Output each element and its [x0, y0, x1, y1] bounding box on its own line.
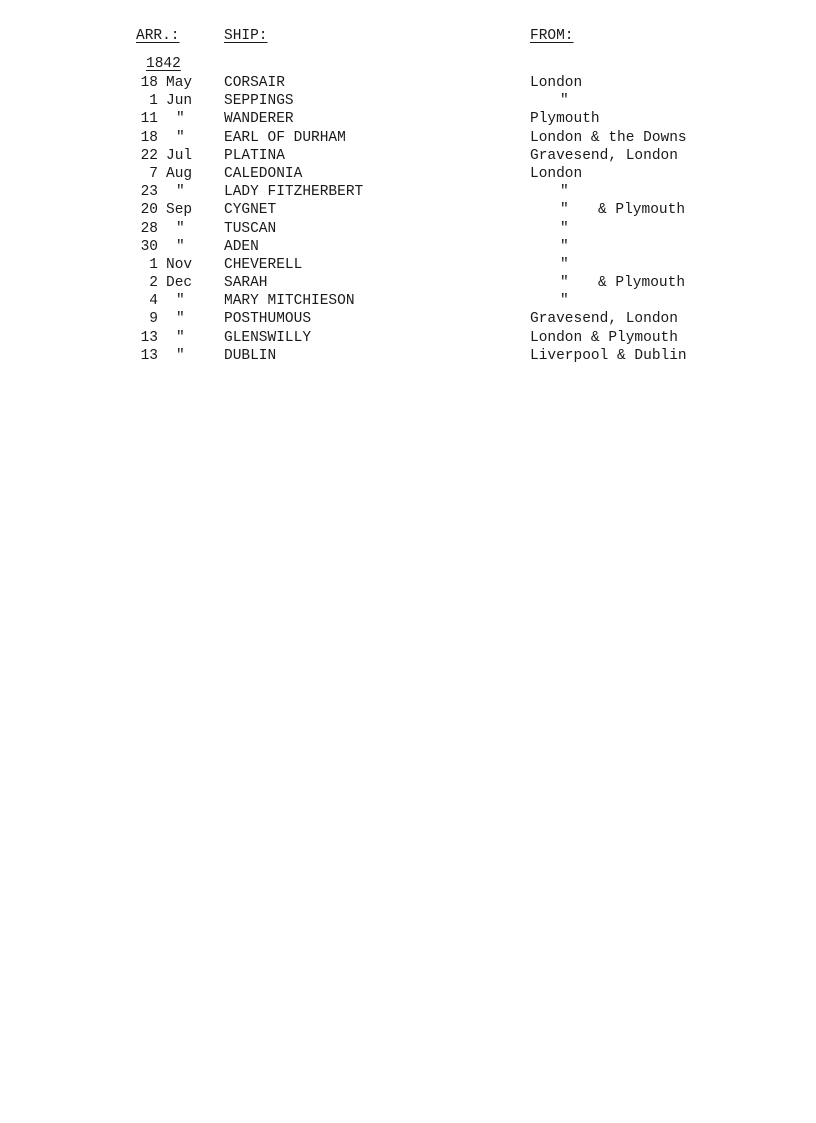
table-row	[0, 238, 816, 256]
ship-name: DUBLIN	[224, 347, 277, 364]
ship-name: SEPPINGS	[224, 93, 294, 110]
origin-port: "	[560, 293, 569, 310]
arrivals-list	[0, 74, 816, 365]
arrival-day: 18	[140, 75, 158, 91]
arrival-month: "	[176, 111, 185, 128]
arrival-month: "	[176, 347, 185, 364]
arrival-column-header: ARR.:	[136, 28, 180, 44]
arrival-day: 30	[140, 238, 158, 255]
table-row	[0, 183, 816, 201]
arrival-month: Aug	[166, 165, 193, 182]
arrival-day: 23	[140, 184, 158, 201]
arrival-month: "	[176, 293, 185, 310]
table-row	[0, 201, 816, 219]
arrival-day: 4	[149, 293, 158, 310]
arrival-day: 18	[140, 129, 158, 146]
table-row	[0, 92, 816, 110]
table-row	[0, 165, 816, 183]
table-row	[0, 74, 816, 92]
arrival-month: Jul	[166, 147, 193, 164]
table-row	[0, 292, 816, 310]
table-row	[0, 274, 816, 292]
ship-name: WANDERER	[224, 111, 294, 128]
origin-port-extra: & Plymouth	[598, 275, 686, 292]
arrival-month: "	[176, 311, 185, 328]
arrival-month: Dec	[166, 275, 193, 292]
origin-port: Gravesend, London	[530, 311, 678, 328]
origin-port: Gravesend, London	[530, 147, 678, 164]
arrival-day: 13	[140, 347, 158, 364]
origin-port: "	[560, 202, 569, 219]
arrival-day: 20	[140, 202, 158, 219]
arrival-day: 22	[140, 147, 158, 164]
arrival-month: Jun	[166, 93, 193, 110]
arrival-day: 9	[149, 311, 158, 328]
ship-name: GLENSWILLY	[224, 329, 312, 346]
origin-port: "	[560, 184, 569, 201]
table-row	[0, 347, 816, 365]
table-row	[0, 220, 816, 238]
ship-name: PLATINA	[224, 147, 285, 164]
origin-port-extra: & Plymouth	[598, 202, 686, 219]
ship-name: CYGNET	[224, 202, 277, 219]
origin-port: Liverpool & Dublin	[530, 347, 687, 364]
table-row	[0, 110, 816, 128]
origin-port: London & Plymouth	[530, 329, 678, 346]
from-column-header: FROM:	[530, 28, 574, 44]
arrival-month: "	[176, 129, 185, 146]
ship-name: POSTHUMOUS	[224, 311, 312, 328]
arrival-month: "	[176, 329, 185, 346]
ship-name: MARY MITCHIESON	[224, 293, 355, 310]
origin-port: "	[560, 256, 569, 273]
origin-port: "	[560, 238, 569, 255]
ship-name: TUSCAN	[224, 220, 277, 237]
arrival-month: May	[166, 75, 193, 91]
ship-name: ADEN	[224, 238, 259, 255]
ship-name: EARL OF DURHAM	[224, 129, 346, 146]
arrival-month: "	[176, 220, 185, 237]
table-row	[0, 329, 816, 347]
arrival-day: 1	[149, 93, 158, 110]
arrival-day: 2	[149, 275, 158, 292]
origin-port: "	[560, 275, 569, 292]
arrival-day: 13	[140, 329, 158, 346]
origin-port: Plymouth	[530, 111, 600, 128]
ship-name: SARAH	[224, 275, 268, 292]
arrival-month: Sep	[166, 202, 193, 219]
table-row	[0, 147, 816, 165]
origin-port: London & the Downs	[530, 129, 687, 146]
arrival-month: Nov	[166, 256, 193, 273]
origin-port: London	[530, 75, 583, 91]
arrival-day: 28	[140, 220, 158, 237]
arrival-month: "	[176, 238, 185, 255]
arrival-day: 7	[149, 165, 158, 182]
ship-name: LADY FITZHERBERT	[224, 184, 364, 201]
arrival-day: 11	[140, 111, 158, 128]
origin-port: "	[560, 220, 569, 237]
ship-name: CORSAIR	[224, 75, 285, 91]
ship-column-header: SHIP:	[224, 28, 268, 44]
ship-name: CALEDONIA	[224, 165, 303, 182]
table-row	[0, 310, 816, 328]
table-row	[0, 256, 816, 274]
origin-port: London	[530, 165, 583, 182]
table-row	[0, 129, 816, 147]
arrival-day: 1	[149, 256, 158, 273]
column-headers	[0, 28, 816, 46]
ship-name: CHEVERELL	[224, 256, 303, 273]
year-heading: 1842	[146, 56, 181, 72]
arrival-month: "	[176, 184, 185, 201]
origin-port: "	[560, 93, 569, 110]
